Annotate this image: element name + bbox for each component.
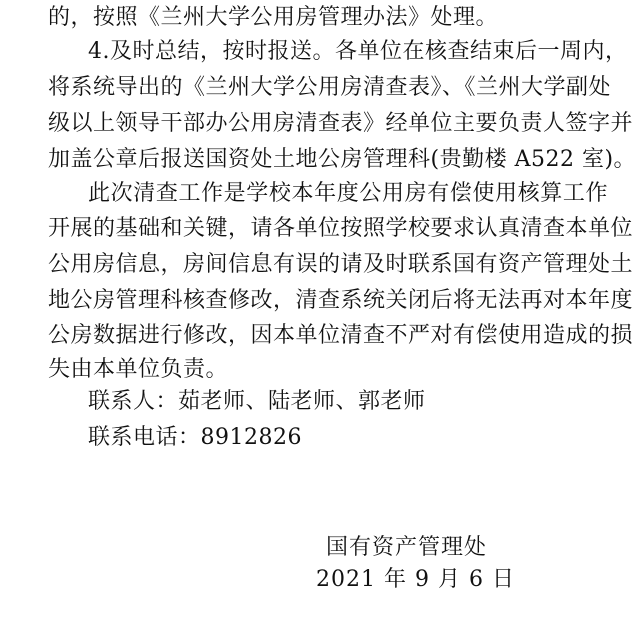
paragraph-tail-line: 的，按照《兰州大学公用房管理办法》处理。 xyxy=(48,5,499,30)
closing-line-4: 地公房管理科核查修改，清查系统关闭后将无法再对本年度 xyxy=(48,288,634,313)
closing-line-5: 公房数据进行修改，因本单位清查不严对有偿使用造成的损 xyxy=(48,323,634,348)
closing-line-6: 失由本单位负责。 xyxy=(48,357,229,382)
closing-line-3: 公用房信息，房间信息有误的请及时联系国有资产管理处土 xyxy=(48,252,634,277)
contact-phone: 联系电话：8912826 xyxy=(88,425,302,450)
signature-date: 2021 年 9 月 6 日 xyxy=(316,567,515,592)
item4-line-4: 加盖公章后报送国资处土地公房管理科(贵勤楼 A522 室)。 xyxy=(48,147,637,172)
closing-line-1: 此次清查工作是学校本年度公用房有偿使用核算工作 xyxy=(88,181,608,206)
closing-line-2: 开展的基础和关键，请各单位按照学校要求认真清查本单位 xyxy=(48,216,634,241)
item4-line-1: 4.及时总结，按时报送。各单位在核查结束后一周内， xyxy=(88,39,628,64)
item4-line-2: 将系统导出的《兰州大学公用房清查表》、《兰州大学副处 xyxy=(48,75,612,100)
contact-person: 联系人：茹老师、陆老师、郭老师 xyxy=(88,389,426,414)
signature-office: 国有资产管理处 xyxy=(326,535,488,560)
item4-line-3: 级以上领导干部办公用房清查表》经单位主要负责人签字并 xyxy=(48,111,634,136)
